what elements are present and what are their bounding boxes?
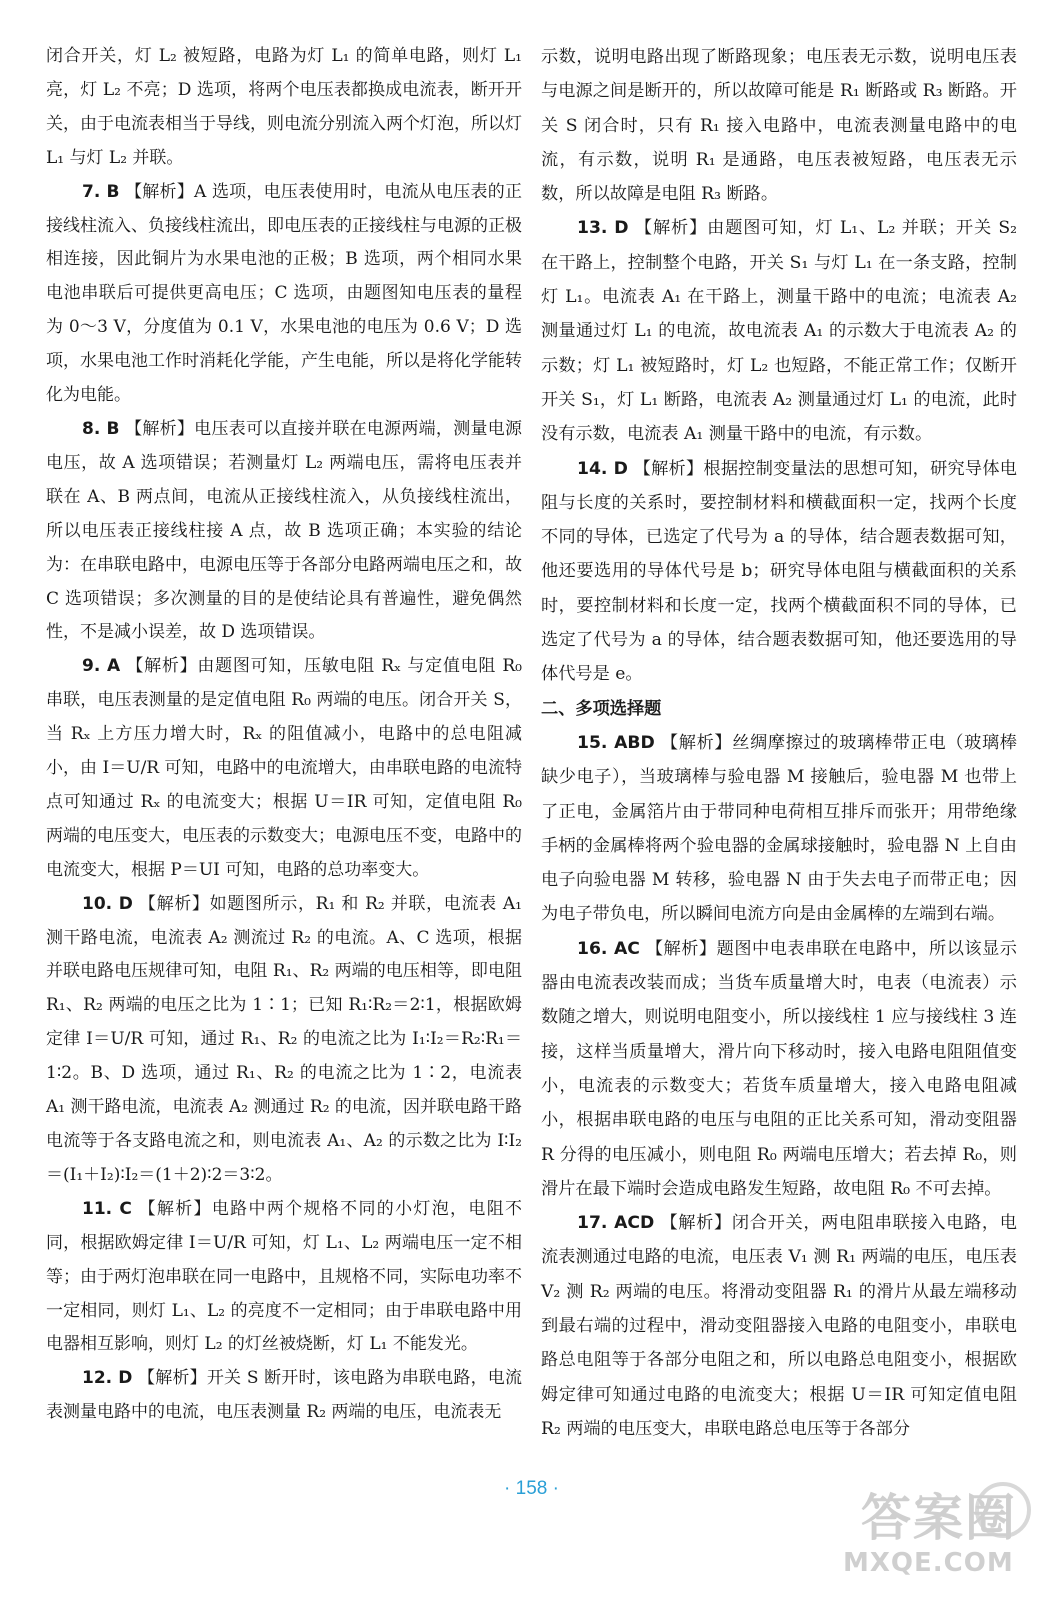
question-number: 13. D — [577, 218, 629, 239]
answer-paragraph — [46, 413, 522, 650]
paragraph-text: 【解析】由题图可知，灯 L₁、L₂ 并联；开关 S₂ 在干路上，控制整个电路，开关 S₁ 与灯 L₁ 在一条支路，控制灯 L₁。电流表 A₁ 在干路上，测量干路中的电流；电流表 A₂ 测量通过灯 L₁ 的电流，故电流表 A₁ 的示数大于电流表 A₂ 的示数；灯 L₁ 被短路时，灯 L₂ 也短路，不能正常工作；仅断开开关 S₁，灯 L₁ 断路，电流表 A₂ 测量通过灯 L₁ 的电流，此时没有示数，电流表 A₁ 测量干路中的电流，有示数。 — [541, 218, 1018, 445]
paragraph-text: 【解析】开关 S 断开时，该电路为串联电路，电流表测量电路中的电流，电压表测量 R₂ 两端的电压，电流表无 — [46, 1368, 523, 1423]
answer-paragraph — [541, 932, 1017, 1206]
continued-paragraph — [46, 40, 522, 176]
answer-paragraph — [541, 452, 1017, 692]
answer-paragraph — [46, 888, 522, 1193]
question-number: 10. D — [82, 893, 133, 914]
left-column — [46, 40, 522, 1430]
question-number: 12. D — [82, 1368, 133, 1389]
paragraph-text: 闭合开关，灯 L₂ 被短路，电路为灯 L₁ 的简单电路，则灯 L₁ 亮，灯 L₂ 不亮；D 选项，将两个电压表都换成电流表，断开开关，由于电流表相当于导线，则电流分别流入两个灯泡，所以灯 L₁ 与灯 L₂ 并联。 — [46, 46, 522, 168]
question-number: 8. B — [82, 418, 120, 439]
paragraph-text: 【解析】如题图所示，R₁ 和 R₂ 并联，电流表 A₁ 测干路电流，电流表 A₂ 测流过 R₂ 的电流。A、C 选项，根据并联电路电压规律可知，电阻 R₁、R₂ 两端的电压相等，即电阻 R₁、R₂ 两端的电压之比为 1∶1；已知 R₁∶R₂＝2∶1，根据欧姆定律 I＝U/R 可知，通过 R₁、R₂ 的电流之比为 I₁∶I₂＝R₂∶R₁＝1∶2。B、D 选项，通过 R₁、R₂ 的电流之比为 1∶2，电流表 A₁ 测干路电流，电流表 A₂ 测通过 R₂ 的电流，因并联电路干路电流等于各支路电流之和，则电流表 A₁、A₂ 的示数之比为 I∶I₂＝(I₁＋I₂)∶I₂＝(1＋2)∶2＝3∶2。 — [46, 893, 522, 1185]
paragraph-text: 【解析】由题图可知，压敏电阻 Rₓ 与定值电阻 R₀ 串联，电压表测量的是定值电阻 R₀ 两端的电压。闭合开关 S，当 Rₓ 上方压力增大时，Rₓ 的阻值减小，电路中的总电阻减小，由 I＝U/R 可知，电路中的电流增大，由串联电路的电流特点可知通过 Rₓ 的电流变大；根据 U＝IR 可知，定值电阻 R₀ 两端的电压变大，电压表的示数变大；电源电压不变，电路中的电流变大，根据 P＝UI 可知，电路的总功率变大。 — [46, 656, 522, 880]
answer-paragraph — [46, 1193, 522, 1363]
question-number: 17. ACD — [577, 1213, 655, 1234]
question-number: 7. B — [82, 181, 120, 202]
question-number: 15. ABD — [577, 732, 655, 753]
question-number: 9. A — [82, 656, 121, 677]
paragraph-text: 【解析】闭合开关，两电阻串联接入电路，电流表测通过电路的电流，电压表 V₁ 测 R₁ 两端的电压，电压表 V₂ 测 R₂ 两端的电压。将滑动变阻器 R₁ 的滑片从最左端移动到最右端的过程中，滑动变阻器接入电路的电阻变小，串联电路总电阻等于各部分电阻之和，所以电路总电阻变小，根据欧姆定律可知通过电路的电流变大；根据 U＝IR 可知定值电阻 R₂ 两端的电压变大，串联电路总电压等于各部分 — [541, 1213, 1017, 1439]
watermark-logo — [833, 1470, 1043, 1590]
page-number: · 158 · — [504, 1478, 559, 1499]
paragraph-text: 示数，说明电路出现了断路现象；电压表无示数，说明电压表与电源之间是断开的，所以故障可能是 R₁ 断路或 R₃ 断路。开关 S 闭合时，只有 R₁ 接入电路中，电流表测量电路中的电流，有示数，说明 R₁ 是通路，电压表被短路，电压表无示数，所以故障是电阻 R₃ 断路。 — [541, 47, 1017, 205]
paragraph-text: 【解析】丝绸摩擦过的玻璃棒带正电（玻璃棒缺少电子），当玻璃棒与验电器 M 接触后，验电器 M 也带上了正电，金属箔片由于带同种电荷相互排斥而张开；用带绝缘手柄的金属棒将两个验电器的金属球接触时，验电器 N 上自由电子向验电器 M 转移，验电器 N 由于失去电子而带正电；因为电子带负电，所以瞬间电流方向是由金属棒的左端到右端。 — [541, 732, 1017, 925]
answer-paragraph — [46, 1362, 522, 1430]
answer-paragraph — [541, 1206, 1017, 1446]
question-number: 14. D — [577, 458, 628, 479]
section-heading: 二、多项选择题 — [541, 698, 662, 719]
answer-paragraph — [46, 650, 522, 887]
question-number: 16. AC — [577, 938, 640, 959]
right-column — [541, 40, 1017, 1446]
answer-paragraph — [541, 726, 1017, 932]
answer-paragraph — [46, 176, 522, 413]
question-number: 11. C — [82, 1198, 132, 1219]
paragraph-text: 【解析】电路中两个规格不同的小灯泡，电阻不同，根据欧姆定律 I＝U/R 可知，灯 L₁、L₂ 两端电压一定不相等；由于两灯泡串联在同一电路中，且规格不同，实际电功率不一定相同，则灯 L₁、L₂ 的亮度不一定相同；由于串联电路中用电器相互影响，则灯 L₂ 的灯丝被烧断，灯 L₁ 不能发光。 — [46, 1198, 523, 1355]
watermark-line2: MXQE.COM — [843, 1548, 1014, 1578]
watermark-line1: 答案圈 — [861, 1489, 1017, 1547]
paragraph-text: 【解析】题图中电表串联在电路中，所以该显示器由电流表改装而成；当货车质量增大时，电表（电流表）示数随之增大，则说明电阻变小，所以接线柱 1 应与接线柱 3 连接，这样当质量增大，滑片向下移动时，接入电路电阻阻值变小，电流表的示数变大；若货车质量增大，接入电路电阻减小，根据串联电路的电压与电阻的正比关系可知，滑动变阻器 R 分得的电压减小，则电阻 R₀ 两端电压增大；若去掉 R₀，则滑片在最下端时会造成电路发生短路，故电阻 R₀ 不可去掉。 — [541, 938, 1017, 1199]
continued-paragraph — [541, 40, 1017, 211]
answer-paragraph — [541, 211, 1017, 451]
paragraph-text: 【解析】根据控制变量法的思想可知，研究导体电阻与长度的关系时，要控制材料和横截面积一定，找两个长度不同的导体，已选定了代号为 a 的导体，结合题表数据可知，他还要选用的导体代号是 b；研究导体电阻与横截面积的关系时，要控制材料和长度一定，找两个横截面积不同的导体，已选定了代号为 a 的导体，结合题表数据可知，他还要选用的导体代号是 e。 — [541, 458, 1017, 685]
paragraph-text: 【解析】电压表可以直接并联在电源两端，测量电源电压，故 A 选项错误；若测量灯 L₂ 两端电压，需将电压表并联在 A、B 两点间，电流从正接线柱流入，从负接线柱流出，所以电压表正接线柱接 A 点，故 B 选项正确；本实验的结论为：在串联电路中，电源电压等于各部分电路两端电压之和，故 C 选项错误；多次测量的目的是使结论具有普遍性，避免偶然性，不是减小误差，故 D 选项错误。 — [46, 418, 522, 643]
paragraph-text: 【解析】A 选项，电压表使用时，电流从电压表的正接线柱流入、负接线柱流出，即电压表的正接线柱与电源的正极相连接，因此铜片为水果电池的正极；B 选项，两个相同水果电池串联后可提供更高电压；C 选项，由题图知电压表的量程为 0～3 V，分度值为 0.1 V，水果电池的电压为 0.6 V；D 选项，水果电池工作时消耗化学能，产生电能，所以是将化学能转化为电能。 — [46, 181, 522, 406]
